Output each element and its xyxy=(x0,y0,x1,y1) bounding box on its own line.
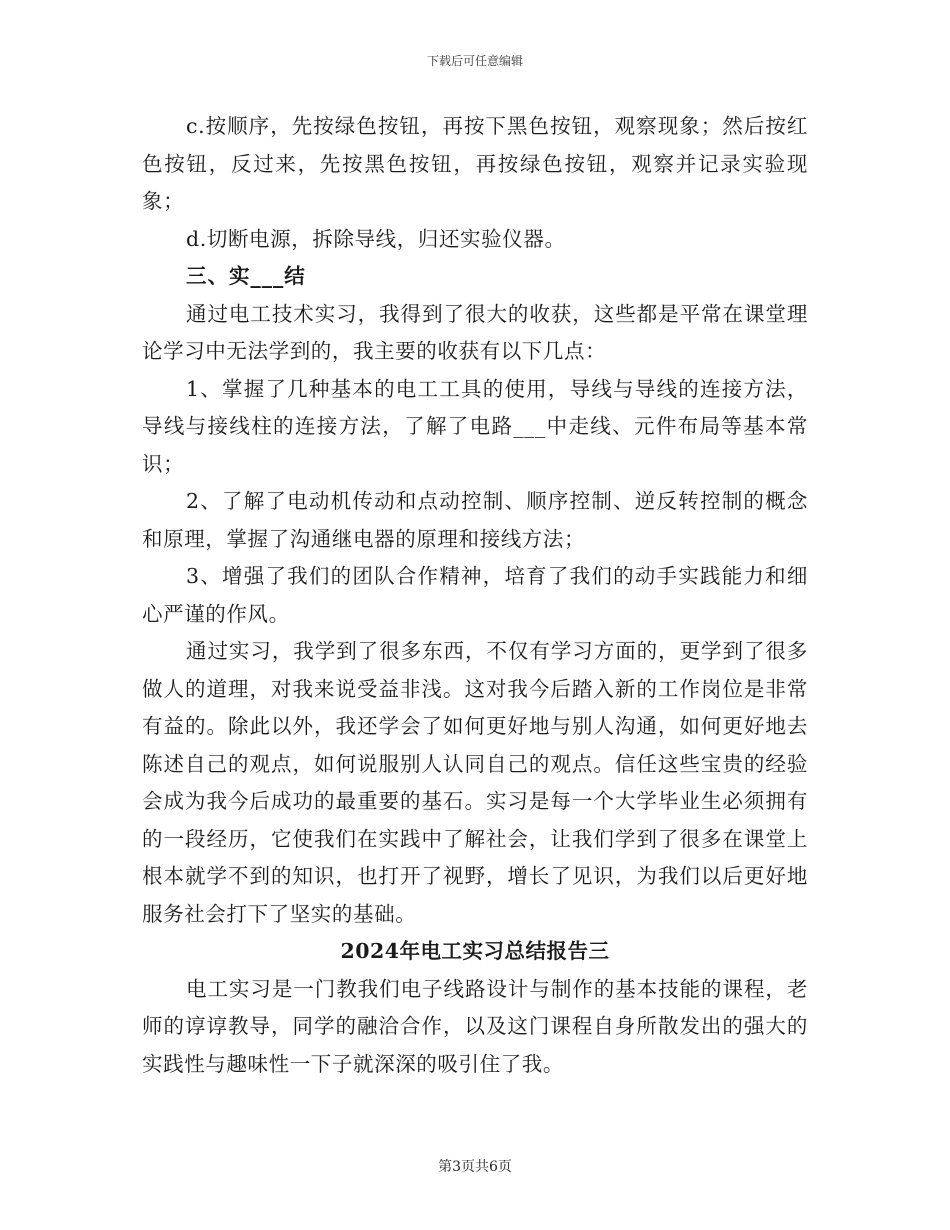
document-body xyxy=(142,108,808,1083)
summary-paragraph: 通过实习，我学到了很多东西，不仅有学习方面的，更学到了很多做人的道理，对我来说受益非浅。这对我今后踏入新的工作岗位是非常有益的。除此以外，我还学会了如何更好地与别人沟通，如何更好地去陈述自己的观点，如何说服别人认同自己的观点。信任这些宝贵的经验会成为我今后成功的最重要的基石。实习是每一个大学毕业生必须拥有的一段经历，它使我们在实践中了解社会，让我们学到了很多在课堂上根本就学不到的知识，也打开了视野，增长了见识，为我们以后更好地服务社会打下了坚实的基础。 xyxy=(142,639,808,926)
section-heading: 三、实___结 xyxy=(186,264,306,288)
page-number: 第3页共6页 xyxy=(438,1159,512,1175)
list-item-1: 1、掌握了几种基本的电工工具的使用，导线与导线的连接方法，导线与接线柱的连接方法，了解了电路___中走线、元件布局等基本常识； xyxy=(142,376,808,476)
page-header: 下载后可任意编辑 xyxy=(426,54,523,68)
list-item-3: 3、增强了我们的团队合作精神，培育了我们的动手实践能力和细心严谨的作风。 xyxy=(142,564,808,626)
step-c-paragraph: c.按顺序，先按绿色按钮，再按下黑色按钮，观察现象；然后按红色按钮，反过来，先按黑色按钮，再按绿色按钮，观察并记录实验现象； xyxy=(142,114,808,213)
step-d-paragraph: d.切断电源，拆除导线，归还实验仪器。 xyxy=(186,226,566,251)
report-intro-paragraph: 电工实习是一门教我们电子线路设计与制作的基本技能的课程，老师的谆谆教导，同学的融洽合作，以及这门课程自身所散发出的强大的实践性与趣味性一下子就深深的吸引住了我。 xyxy=(142,976,808,1076)
report-title: 2024年电工实习总结报告三 xyxy=(340,939,610,963)
list-item-2: 2、了解了电动机传动和点动控制、顺序控制、逆反转控制的概念和原理，掌握了沟通继电器的原理和接线方法； xyxy=(142,489,808,551)
intro-paragraph: 通过电工技术实习，我得到了很大的收获，这些都是平常在课堂理论学习中无法学到的，我主要的收获有以下几点： xyxy=(142,301,808,363)
